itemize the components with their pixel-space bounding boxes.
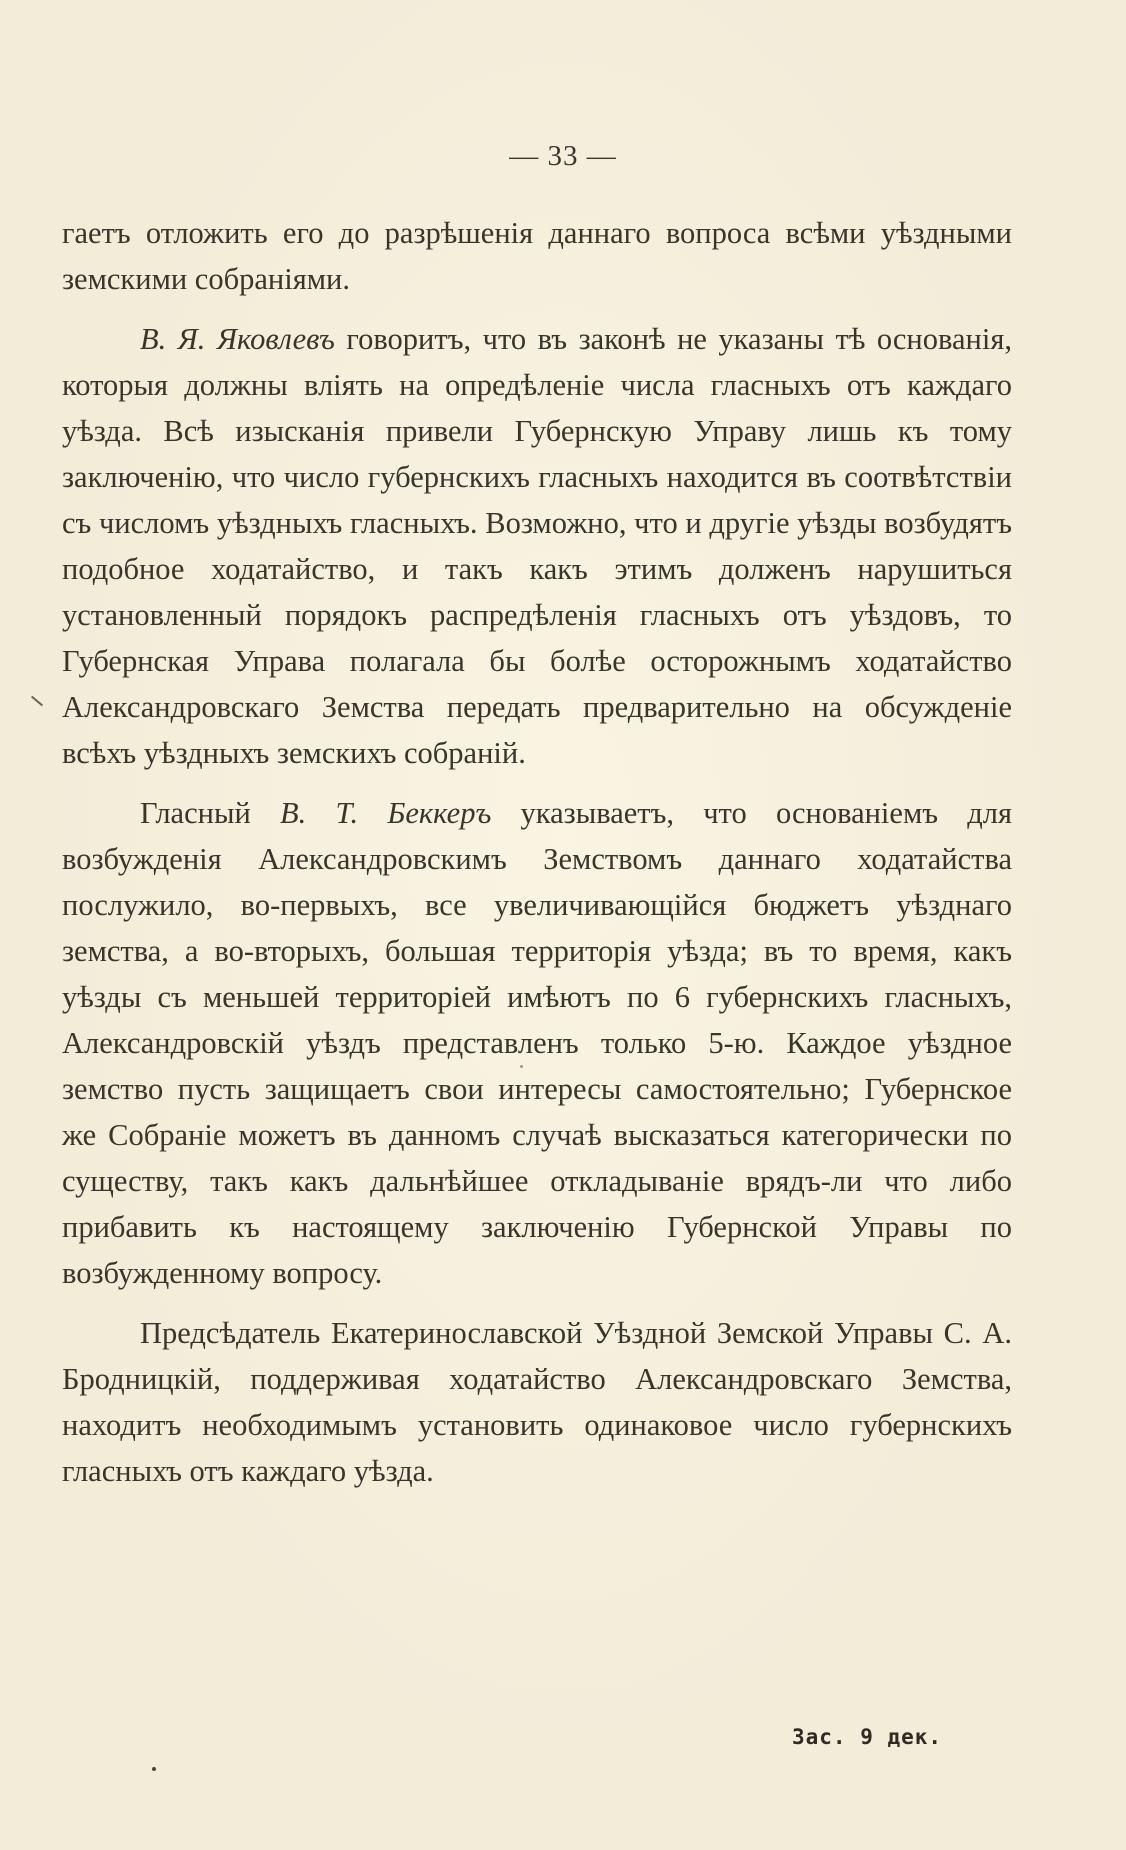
paragraph-brodnitsky: Предсѣдатель Екатеринославской Уѣздной Земской Управы С. А. Бродницкій, поддерживая ходатайство Александровскаго Земства, находитъ необходимымъ установить одинаковое число губернскихъ гласныхъ отъ каждаго уѣзда. <box>62 1316 1012 1488</box>
page-speck <box>520 1065 523 1068</box>
footer-signature: Зас. 9 дек. <box>792 1725 943 1749</box>
paragraph-yakovlev <box>62 316 1012 776</box>
page-number: — 33 — <box>509 140 617 172</box>
speaker-prefix: Гласный <box>140 796 280 830</box>
paragraph-continuation: гаетъ отложить его до разрѣшенія даннаго вопроса всѣми уѣздными земскими собраніями. <box>62 216 1012 296</box>
speaker-name-yakovlev: В. Я. Яковлевъ <box>140 322 335 356</box>
body-text <box>62 210 1012 1494</box>
paragraph-bekker <box>62 790 1012 1296</box>
paragraph-body: указываетъ, что основаніемъ для возбужденія Александровскимъ Земствомъ даннаго ходатайства послужило, во-первыхъ, все увеличивающійся бюджетъ уѣзднаго земства, а во-вторыхъ, большая территорія уѣзда; въ то время, какъ уѣзды съ меньшей территоріей имѣютъ по 6 губернскихъ гласныхъ, Александровскій уѣздъ представленъ только 5-ю. Каждое уѣздное земство пусть защищаетъ свои интересы самостоятельно; Губернское же Собраніе можетъ въ данномъ случаѣ высказаться категорически по существу, такъ какъ дальнѣйшее откладываніе врядъ-ли что либо прибавить къ настоящему заключенію Губернской Управы по возбужденному вопросу. <box>62 796 1013 1290</box>
paragraph-body: говоритъ, что въ законѣ не указаны тѣ основанія, которыя должны вліять на опредѣленіе числа гласныхъ отъ каждаго уѣзда. Всѣ изысканія привели Губернскую Управу лишь къ тому заключенію, что число губернскихъ гласныхъ находится въ соотвѣтствіи съ числомъ уѣздныхъ гласныхъ. Возможно, что и другіе уѣзды возбудятъ подобное ходатайство, и такъ какъ этимъ долженъ нарушиться установленный порядокъ распредѣленія гласныхъ отъ уѣздовъ, то Губернская Управа полагала бы болѣе осторожнымъ ходатайство Александровскаго Земства передать предварительно на обсужденіе всѣхъ уѣздныхъ земскихъ собраній. <box>62 322 1012 770</box>
page-speck <box>152 1767 156 1771</box>
speaker-name-bekker: В. Т. Беккеръ <box>280 796 492 830</box>
page-blemish <box>31 696 43 707</box>
